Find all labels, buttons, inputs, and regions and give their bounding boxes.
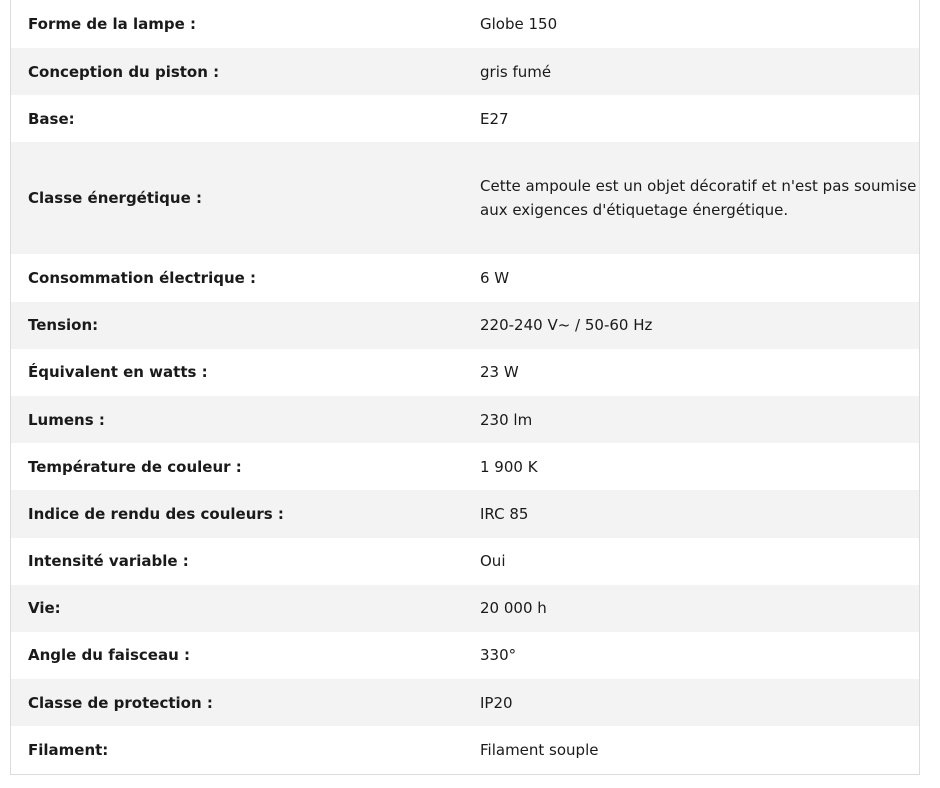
- spec-label: Classe énergétique :: [28, 189, 202, 208]
- spec-value: 220-240 V~ / 50-60 Hz: [480, 316, 653, 335]
- spec-label: Intensité variable :: [28, 552, 189, 571]
- spec-row-beam-angle: [11, 632, 920, 679]
- spec-label: Consommation électrique :: [28, 268, 257, 287]
- spec-label: Forme de la lampe :: [28, 15, 197, 33]
- spec-label: Température de couleur :: [28, 457, 242, 476]
- spec-row-lifetime: [11, 585, 920, 632]
- spec-row-base: [11, 95, 920, 142]
- spec-label: Lumens :: [28, 410, 105, 429]
- spec-label: Tension:: [28, 316, 99, 335]
- spec-value: Filament souple: [480, 741, 599, 759]
- spec-row-bulb-design: [11, 48, 920, 95]
- spec-row-filament: [11, 726, 920, 774]
- spec-value: 6 W: [480, 268, 510, 287]
- spec-row-color-rendering-index: [11, 490, 920, 537]
- spec-value: 1 900 K: [480, 457, 538, 476]
- specs-table-container: [10, 0, 920, 775]
- spec-label: Vie:: [28, 599, 61, 618]
- spec-value: Oui: [480, 552, 506, 571]
- spec-row-protection-class: [11, 679, 920, 726]
- spec-label: Classe de protection :: [28, 693, 213, 712]
- spec-label: Base:: [28, 109, 75, 128]
- spec-value: 230 lm: [480, 410, 533, 429]
- spec-value: Cette ampoule est un objet décoratif et n'est pas soumise aux exigences d'étiquetage énergétique.: [480, 177, 917, 220]
- spec-label: Angle du faisceau :: [28, 646, 191, 665]
- spec-row-energy-class: [11, 142, 920, 254]
- spec-row-power-consumption: [11, 254, 920, 301]
- spec-value: IP20: [480, 693, 513, 712]
- spec-row-dimmable: [11, 538, 920, 585]
- spec-value: 20 000 h: [480, 599, 547, 618]
- spec-row-watt-equivalent: [11, 349, 920, 396]
- spec-value: 23 W: [480, 363, 519, 382]
- spec-value: IRC 85: [480, 504, 529, 523]
- spec-label: Équivalent en watts :: [28, 363, 208, 382]
- spec-value: 330°: [480, 646, 517, 665]
- spec-row-color-temperature: [11, 443, 920, 490]
- spec-value: gris fumé: [480, 62, 552, 81]
- spec-row-voltage: [11, 302, 920, 349]
- spec-row-lamp-shape: [11, 0, 920, 48]
- spec-row-lumens: [11, 396, 920, 443]
- spec-value: Globe 150: [480, 15, 558, 33]
- spec-value: E27: [480, 109, 509, 128]
- spec-label: Indice de rendu des couleurs :: [28, 504, 284, 523]
- spec-label: Conception du piston :: [28, 62, 220, 81]
- spec-label: Filament:: [28, 741, 109, 759]
- product-specs-table: [10, 0, 920, 775]
